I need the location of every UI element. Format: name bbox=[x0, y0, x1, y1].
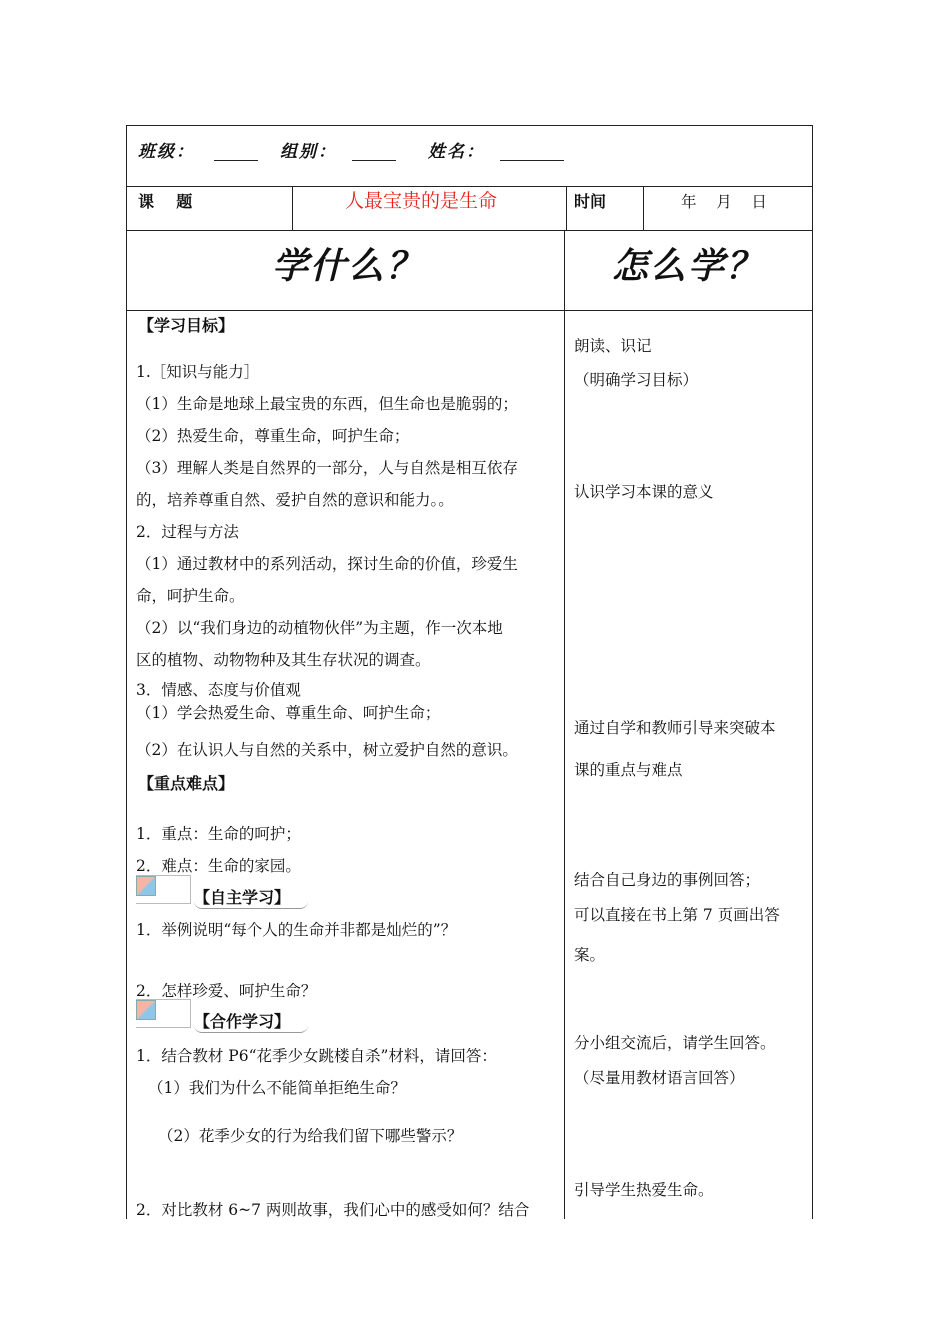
self-study-question: 1．举例说明“每个人的生命并非都是灿烂的”？ bbox=[136, 921, 457, 939]
objectives-title: 【学习目标】 bbox=[138, 316, 235, 335]
image-frame bbox=[136, 999, 191, 1028]
self-study-title: 【自主学习】 bbox=[194, 888, 291, 907]
method-note: 可以直接在书上第 7 页画出答 bbox=[574, 906, 780, 924]
objective-line: 命，呵护生命。 bbox=[136, 587, 245, 605]
method-note: 引导学生热爱生命。 bbox=[574, 1181, 714, 1199]
left-column-title: 学什么？ bbox=[272, 245, 425, 287]
objective-line: （2）在认识人与自然的关系中，树立爱护自然的意识。 bbox=[136, 741, 518, 759]
objective-line: （2）以“我们身边的动植物伙伴”为主题，作一次本地 bbox=[136, 619, 503, 637]
cooperative-question: （1）我们为什么不能简单拒绝生命？ bbox=[148, 1079, 406, 1097]
method-note: 结合自己身边的事例回答； bbox=[574, 871, 761, 889]
topic-label: 课 题 bbox=[138, 192, 193, 211]
method-note: 朗读、识记 bbox=[574, 337, 652, 355]
row-divider-2 bbox=[126, 230, 813, 231]
name-blank[interactable] bbox=[500, 160, 564, 161]
class-label: 班级： bbox=[138, 142, 195, 162]
table-top-border bbox=[126, 125, 813, 126]
section-decoration bbox=[194, 900, 308, 909]
image-frame bbox=[136, 875, 191, 904]
method-note: 通过自学和教师引导来突破本 bbox=[574, 719, 776, 737]
class-blank[interactable] bbox=[214, 160, 258, 161]
method-note: 案。 bbox=[574, 946, 606, 964]
objective-line: 区的植物、动物物种及其生存状况的调查。 bbox=[136, 651, 431, 669]
objective-line: 1.［知识与能力］ bbox=[136, 363, 260, 381]
table-right-border bbox=[812, 125, 813, 1219]
row-divider-3 bbox=[126, 310, 813, 311]
key-point-line: 2．难点：生命的家园。 bbox=[136, 857, 301, 875]
topic-divider-2 bbox=[566, 186, 567, 230]
cooperative-question: 1．结合教材 P6“花季少女跳楼自杀”材料，请回答： bbox=[136, 1047, 497, 1065]
self-study-question: 2．怎样珍爱、呵护生命？ bbox=[136, 982, 317, 1000]
row-divider-1 bbox=[126, 186, 813, 187]
method-note: 课的重点与难点 bbox=[574, 761, 683, 779]
method-note: 分小组交流后，请学生回答。 bbox=[574, 1034, 776, 1052]
date-fields: 年 月 日 bbox=[681, 193, 767, 211]
section-decoration bbox=[194, 1024, 308, 1033]
objective-line: （3）理解人类是自然界的一部分，人与自然是相互依存 bbox=[136, 459, 518, 477]
group-label: 组别： bbox=[280, 142, 337, 162]
cooperative-title: 【合作学习】 bbox=[194, 1012, 291, 1031]
key-points-title: 【重点难点】 bbox=[138, 774, 235, 793]
objective-line: 的，培养尊重自然、爱护自然的意识和能力。。 bbox=[136, 491, 454, 509]
table-left-border bbox=[126, 125, 127, 1219]
method-note: （尽量用教材语言回答） bbox=[574, 1069, 745, 1087]
group-blank[interactable] bbox=[352, 160, 396, 161]
topic-divider-1 bbox=[292, 186, 293, 230]
objective-line: （2）热爱生命，尊重生命，呵护生命； bbox=[136, 427, 410, 445]
objective-line: 2．过程与方法 bbox=[136, 523, 239, 541]
cooperative-question: （2）花季少女的行为给我们留下哪些警示？ bbox=[158, 1127, 463, 1145]
name-label: 姓名： bbox=[428, 142, 485, 162]
objective-line: （1）通过教材中的系列活动，探讨生命的价值，珍爱生 bbox=[136, 555, 518, 573]
time-label: 时间 bbox=[574, 192, 607, 211]
topic-title: 人最宝贵的是生命 bbox=[345, 190, 498, 212]
right-column-title: 怎么学？ bbox=[612, 245, 765, 287]
objective-line: （1）学会热爱生命、尊重生命、呵护生命； bbox=[136, 704, 441, 722]
topic-divider-3 bbox=[643, 186, 644, 230]
column-divider bbox=[564, 230, 565, 1219]
method-note: 认识学习本课的意义 bbox=[574, 483, 714, 501]
cooperative-question: 2．对比教材 6~7 两则故事，我们心中的感受如何？结合 bbox=[136, 1201, 530, 1219]
key-point-line: 1．重点：生命的呵护； bbox=[136, 825, 301, 843]
method-note: （明确学习目标） bbox=[574, 371, 699, 389]
objective-line: 3．情感、态度与价值观 bbox=[136, 681, 301, 699]
objective-line: （1）生命是地球上最宝贵的东西，但生命也是脆弱的； bbox=[136, 395, 518, 413]
